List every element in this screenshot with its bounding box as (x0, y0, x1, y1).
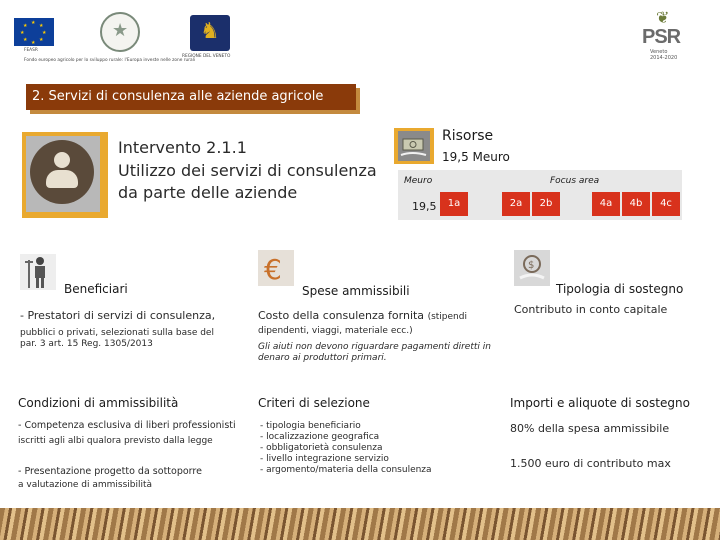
section-title: 2. Servizi di consulenza alle aziende agricole (32, 89, 324, 104)
svg-text:$: $ (528, 260, 535, 271)
spese-line2: dipendenti, viaggi, materiale ecc.) (258, 326, 413, 336)
beneficiari-line2: pubblici o privati, selezionati sulla base del par. 3 art. 15 Reg. 1305/2013 (20, 328, 214, 349)
focus-area-badge: 2b (532, 192, 560, 216)
importi-max: 1.500 euro di contributo max (510, 457, 671, 470)
importi-rate: 80% della spesa ammissibile (510, 422, 670, 435)
risorse-value: 19,5 (412, 200, 437, 213)
psr-logo: ❦ PSR Veneto 2014-2020 (642, 8, 681, 61)
fund-note: Fondo europeo agricolo per lo sviluppo rurale: l'Europa investe nelle zone rurali (24, 58, 196, 63)
condizioni-item2-lead: - Presentazione progetto da sottoporre (18, 466, 202, 477)
focus-area-badge: 4b (622, 192, 650, 216)
col-meuro: Meuro (404, 176, 433, 186)
intervento-title: Intervento 2.1.1 (118, 138, 247, 157)
risorse-table (398, 170, 682, 220)
condizioni-title: Condizioni di ammissibilità (18, 396, 179, 410)
spese-title: Spese ammissibili (302, 284, 410, 298)
criteri-list (260, 421, 432, 476)
veneto-region-logo (190, 15, 230, 51)
tipologia-value: Contributo in conto capitale (514, 303, 668, 316)
list-item: - localizzazione geografica (260, 432, 380, 442)
focus-area-badge: 4c (652, 192, 680, 216)
eu-caption: FEASR (24, 48, 38, 53)
importi-title: Importi e aliquote di sostegno (510, 396, 690, 410)
focus-area-badge: 2a (502, 192, 530, 216)
focus-area-badge: 4a (592, 192, 620, 216)
list-item: - obbligatorietà consulenza (260, 443, 383, 453)
veneto-caption: REGIONE DEL VENETO (182, 54, 231, 59)
wheat-footer-image (0, 508, 720, 540)
section-title-bar (26, 84, 356, 110)
list-item: - argomento/materia della consulenza (260, 465, 432, 475)
leaf-icon: ❦ (656, 8, 670, 27)
euro-icon (258, 250, 294, 286)
list-item: - livello integrazione servizio (260, 454, 389, 464)
person-hand-icon (30, 140, 94, 204)
spese-line1: Costo della consulenza fornita (stipendi (258, 309, 467, 322)
beneficiari-line1: - Prestatori di servizi di consulenza, (20, 309, 216, 322)
criteri-title: Criteri di selezione (258, 396, 370, 410)
risorse-amount: 19,5 Meuro (442, 150, 510, 164)
eu-flag-logo: ★ ★ ★ ★ ★ ★ ★ ★ (14, 18, 54, 46)
italian-republic-emblem (100, 12, 140, 52)
focus-area-badge: 1a (440, 192, 468, 216)
hand-coin-icon (514, 250, 550, 286)
intervento-description: Utilizzo dei servizi di consulenza da parte delle aziende (118, 161, 377, 202)
condizioni-item1-lead: - Competenza esclusiva di liberi professionisti (18, 420, 236, 431)
tipologia-title: Tipologia di sostegno (556, 282, 684, 296)
col-focus-area: Focus area (550, 176, 600, 186)
risorse-title: Risorse (442, 128, 494, 144)
beneficiari-title: Beneficiari (64, 282, 128, 296)
list-item: - tipologia beneficiario (260, 421, 361, 431)
spese-note: Gli aiuti non devono riguardare pagamenti diretti in denaro ai produttori primari. (258, 342, 491, 363)
condizioni-item1-rest: iscritti agli albi qualora previsto dalla legge (18, 436, 213, 446)
money-hand-icon (398, 131, 430, 161)
farmer-icon (20, 254, 56, 290)
condizioni-item2-rest: a valutazione di ammissibilità (18, 480, 153, 490)
svg-text:€: € (264, 253, 282, 286)
